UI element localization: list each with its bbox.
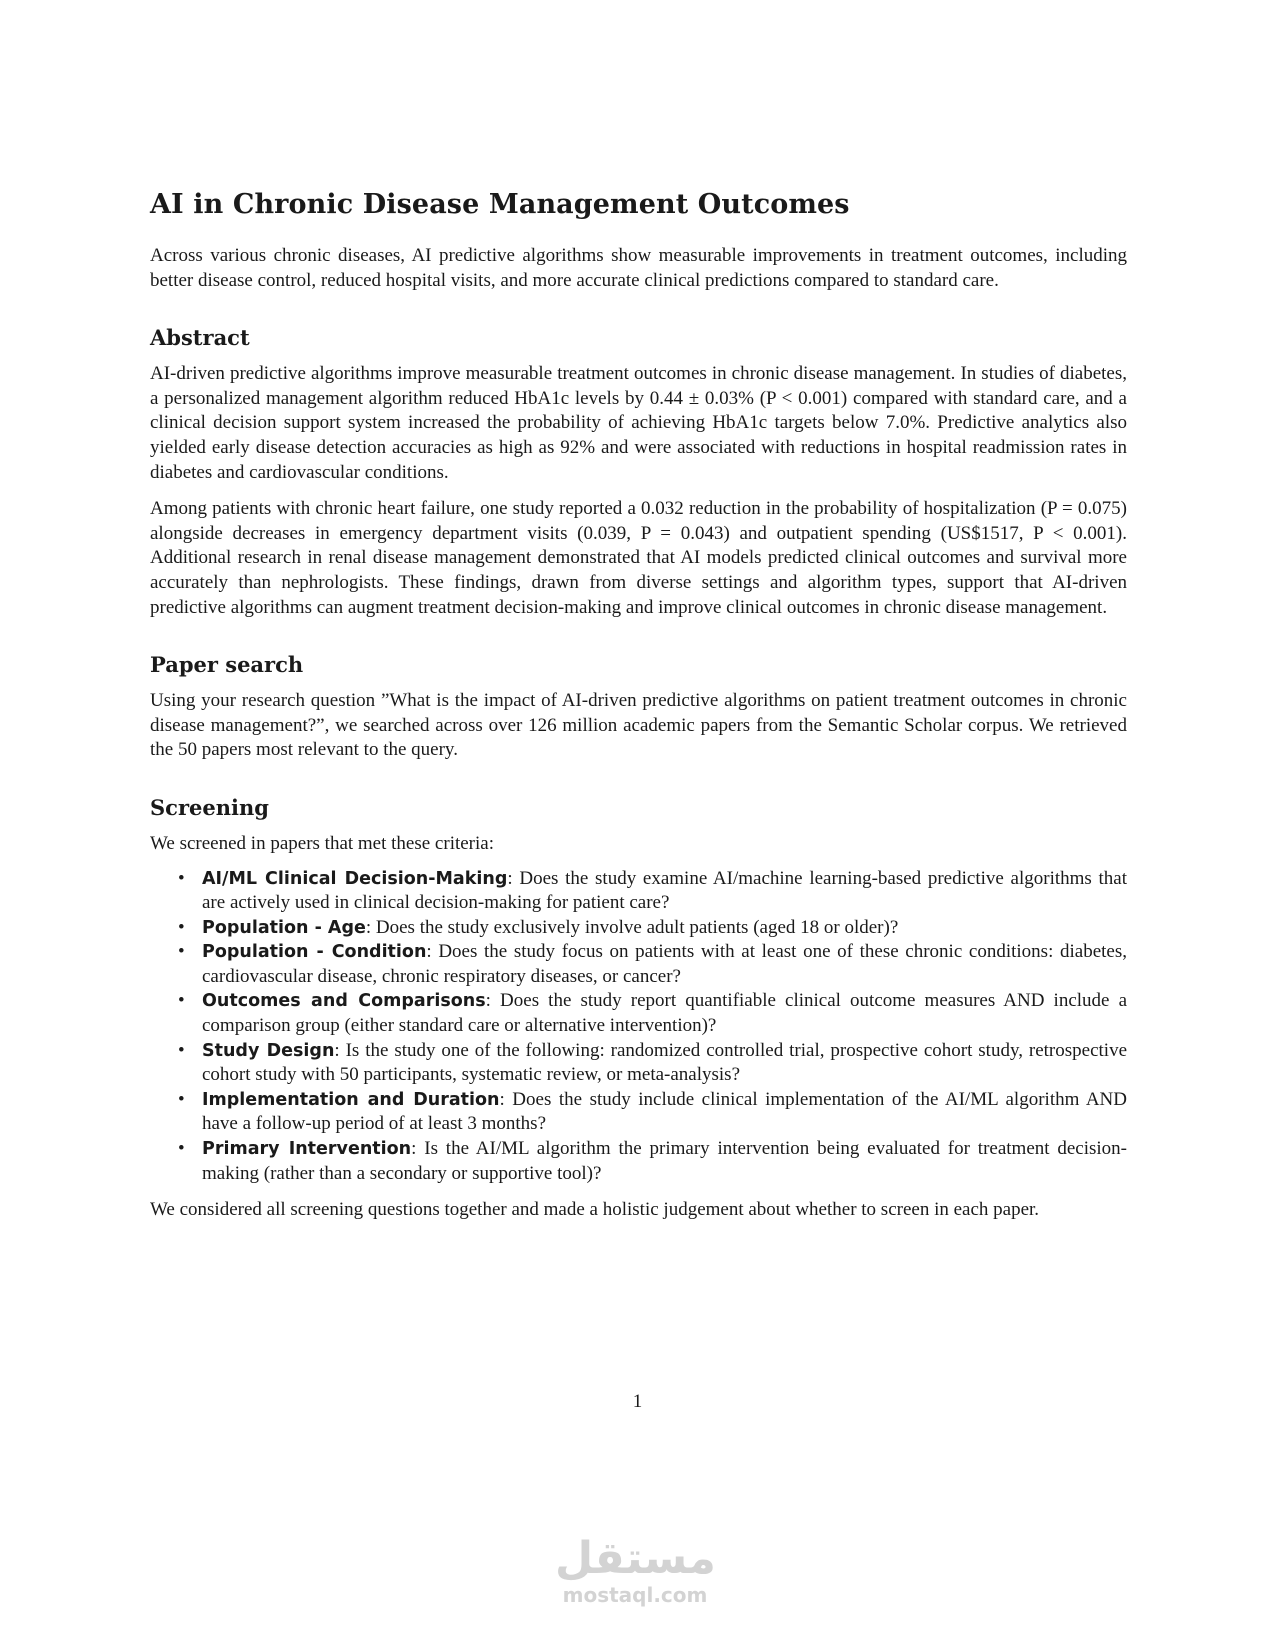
criterion-item (178, 867, 1127, 916)
abstract-paragraph-2: Among patients with chronic heart failure, one study reported a 0.032 reduction in the probability of hospitalization (P = 0.075) alongside decreases in emergency department visits (0.039, P = 0.043) and outpatient spending (US$1517, P < 0.001). Additional research in renal disease management demonstrated that AI models predicted clinical outcomes and survival more accurately than nephrologists. These findings, drawn from diverse settings and algorithm types, support that AI-driven predictive algorithms can augment treatment decision-making and improve clinical outcomes in chronic disease management. (150, 498, 1127, 618)
page-number: 1 (632, 1391, 643, 1412)
criterion-label: Study Design (202, 1040, 335, 1061)
watermark-latin: mostaql.com (562, 1583, 708, 1607)
bullet-icon: • (178, 916, 185, 938)
criterion-item (178, 1088, 1127, 1137)
abstract-heading: Abstract (150, 325, 250, 351)
criterion-label: Implementation and Duration (202, 1089, 500, 1110)
criterion-item (178, 989, 1128, 1038)
bullet-icon: • (178, 941, 185, 963)
screening-heading: Screening (150, 794, 269, 820)
criterion-label: Population - Condition (202, 942, 427, 963)
bullet-icon: • (178, 1138, 185, 1160)
bullet-icon: • (178, 1039, 185, 1061)
criterion-text: : Does the study exclusively involve adult patients (aged 18 or older)? (365, 916, 899, 938)
bullet-icon: • (178, 867, 185, 889)
mostaql-watermark (555, 1535, 715, 1607)
screening-criteria-list (150, 867, 1127, 1187)
abstract-paragraph-1: AI-driven predictive algorithms improve measurable treatment outcomes in chronic disease management. In studies of diabetes, a personalized management algorithm reduced HbA1c levels by 0.44 ± 0.03% (P < 0.001) compared with standard care, and a clinical decision support system increased the probability of achieving HbA1c targets below 7.0%. Predictive analytics also yielded early disease detection accuracies as high as 92% and were associated with reductions in hospital readmission rates in diabetes and cardiovascular conditions. (150, 363, 1127, 483)
paper-page (150, 188, 1127, 1223)
criterion-label: Outcomes and Comparisons (202, 991, 486, 1012)
criterion-text: : Does the study focus on patients with at least one of these chronic conditions: diabetes, cardiovascular disease, chronic respiratory diseases, or cancer? (202, 941, 1127, 987)
watermark-arabic: مستقل (555, 1533, 716, 1584)
paper-title: AI in Chronic Disease Management Outcomes (150, 189, 850, 220)
criterion-text: : Does the study report quantifiable clinical outcome measures AND include a comparison group (either standard care or alternative intervention)? (202, 990, 1128, 1037)
criterion-item (178, 1039, 1127, 1088)
bullet-icon: • (178, 1088, 185, 1110)
screening-conclusion: We considered all screening questions together and made a holistic judgement about whether to screen in each paper. (150, 1199, 1040, 1221)
criterion-item (178, 1137, 1128, 1186)
criterion-label: AI/ML Clinical Decision-Making (202, 868, 508, 889)
criterion-label: Primary Intervention (202, 1139, 412, 1160)
criterion-label: Population - Age (202, 917, 366, 938)
paper-search-heading: Paper search (150, 652, 304, 678)
bullet-icon: • (178, 990, 185, 1012)
criterion-text: : Is the study one of the following: randomized controlled trial, prospective cohort study, retrospective cohort study with 50 participants, systematic review, or meta-analysis? (202, 1039, 1127, 1086)
intro-paragraph: Across various chronic diseases, AI predictive algorithms show measurable improvements in treatment outcomes, including better disease control, reduced hospital visits, and more accurate clinical predictions compared to standard care. (150, 245, 1127, 291)
criterion-text: : Is the AI/ML algorithm the primary intervention being evaluated for treatment decision-making (rather than a secondary or supportive tool)? (202, 1138, 1128, 1184)
paper-search-paragraph: Using your research question ”What is the impact of AI-driven predictive algorithms on patient treatment outcomes in chronic disease management?”, we searched across over 126 million academic papers from the Semantic Scholar corpus. We retrieved the 50 papers most relevant to the query. (150, 690, 1127, 761)
criterion-text: : Does the study examine AI/machine learning-based predictive algorithms that are actively used in clinical decision-making for patient care? (202, 867, 1127, 914)
criterion-item (178, 940, 1127, 989)
screening-intro: We screened in papers that met these criteria: (150, 832, 495, 854)
criterion-text: : Does the study include clinical implementation of the AI/ML algorithm AND have a follow-up period of at least 3 months? (202, 1088, 1127, 1135)
criterion-item (178, 916, 1127, 941)
